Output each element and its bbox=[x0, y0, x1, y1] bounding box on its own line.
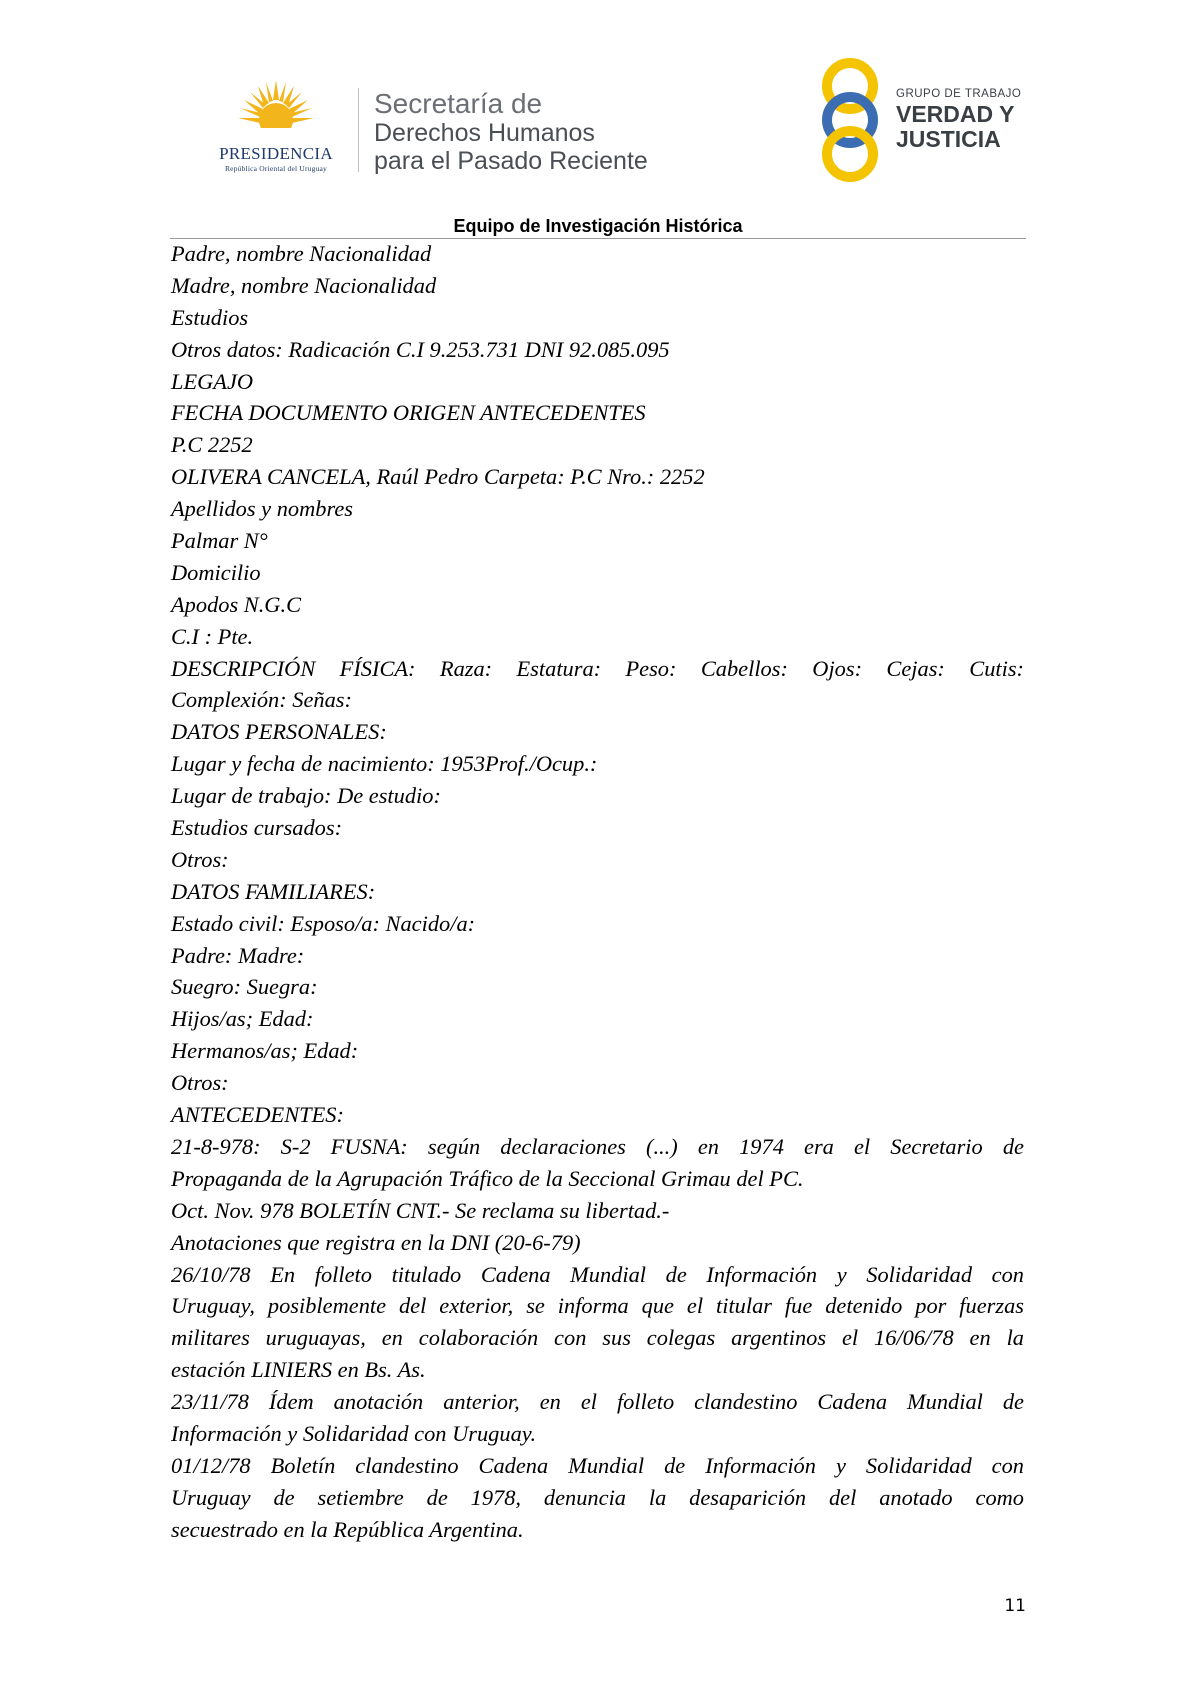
grupo-line-3: JUSTICIA bbox=[896, 126, 1001, 152]
text-line: Padre, nombre Nacionalidad bbox=[171, 241, 432, 266]
text-line: FECHA DOCUMENTO ORIGEN ANTECEDENTES bbox=[171, 400, 646, 426]
secretaria-logo bbox=[374, 88, 648, 175]
text-line: Lugar de trabajo: De estudio: bbox=[171, 783, 441, 809]
text-line: Hijos/as; Edad: bbox=[171, 1006, 314, 1032]
secretaria-line-3: para el Pasado Reciente bbox=[374, 147, 648, 175]
presidencia-logo bbox=[196, 78, 356, 178]
text-line: Otros: bbox=[171, 846, 229, 872]
text-line: Otros datos: Radicación C.I 9.253.731 DNI 92.085.095 bbox=[171, 336, 670, 362]
text-line: DESCRIPCIÓN FÍSICA: Raza: Estatura: Peso: Cabellos: Ojos: Cejas: Cutis: bbox=[171, 655, 1024, 681]
text-line: 21-8-978: S-2 FUSNA: según declaraciones (...) en 1974 era el Secretario de bbox=[171, 1133, 1024, 1159]
text-line: militares uruguayas, en colaboración con sus colegas argentinos el 16/06/78 en la bbox=[171, 1325, 1024, 1351]
presidencia-subtitle: República Oriental del Uruguay bbox=[224, 164, 327, 173]
text-line: Suegro: Suegra: bbox=[171, 974, 318, 1000]
document-body bbox=[171, 238, 1024, 1546]
text-line: Uruguay de setiembre de 1978, denuncia la desaparición del anotado como bbox=[171, 1484, 1024, 1510]
text-line: 23/11/78 Ídem anotación anterior, en el folleto clandestino Cadena Mundial de bbox=[171, 1389, 1024, 1415]
text-line: secuestrado en la República Argentina. bbox=[171, 1516, 524, 1542]
text-line: Información y Solidaridad con Uruguay. bbox=[171, 1420, 537, 1446]
text-line: Hermanos/as; Edad: bbox=[171, 1038, 359, 1064]
text-line: Domicilio bbox=[171, 559, 261, 585]
presidencia-name: PRESIDENCIA bbox=[219, 144, 333, 163]
text-line: ANTECEDENTES: bbox=[171, 1102, 344, 1128]
text-line: Anotaciones que registra en la DNI (20-6-79) bbox=[171, 1229, 581, 1255]
text-line: Estudios bbox=[171, 304, 249, 330]
text-line: estación LINIERS en Bs. As. bbox=[171, 1357, 426, 1383]
text-line: C.I : Pte. bbox=[171, 623, 254, 649]
text-line: 26/10/78 En folleto titulado Cadena Mundial de Información y Solidaridad con bbox=[171, 1261, 1024, 1287]
page-number: 11 bbox=[1004, 1596, 1026, 1616]
text-line: Palmar N° bbox=[171, 528, 268, 554]
text-line: Madre, nombre Nacionalidad bbox=[171, 272, 437, 298]
text-line: P.C 2252 bbox=[171, 432, 253, 458]
linked-rings-icon bbox=[820, 56, 892, 186]
secretaria-line-2: Derechos Humanos bbox=[374, 119, 595, 147]
grupo-line-2: VERDAD Y bbox=[896, 101, 1015, 127]
text-line: OLIVERA CANCELA, Raúl Pedro Carpeta: P.C Nro.: 2252 bbox=[171, 464, 705, 490]
text-line: Apodos N.G.C bbox=[171, 591, 302, 617]
text-line: LEGAJO bbox=[171, 368, 254, 394]
text-line: DATOS FAMILIARES: bbox=[171, 878, 376, 904]
secretaria-line-1: Secretaría de bbox=[374, 88, 543, 119]
logo-divider bbox=[358, 88, 359, 172]
text-line: Estado civil: Esposo/a: Nacido/a: bbox=[171, 910, 476, 936]
team-title: Equipo de Investigación Histórica bbox=[453, 216, 743, 236]
text-line: Uruguay, posiblemente del exterior, se informa que el titular fue detenido por fuerzas bbox=[171, 1293, 1024, 1319]
text-line: Lugar y fecha de nacimiento: 1953Prof./Ocup.: bbox=[171, 751, 598, 777]
text-line: Oct. Nov. 978 BOLETÍN CNT.- Se reclama su libertad.- bbox=[171, 1197, 670, 1223]
text-line: Padre: Madre: bbox=[171, 942, 305, 968]
verdad-justicia-logo bbox=[820, 56, 1030, 186]
text-line: Propaganda de la Agrupación Tráfico de la Seccional Grimau del PC. bbox=[171, 1165, 804, 1191]
sun-emblem-icon bbox=[236, 78, 316, 142]
grupo-line-1: GRUPO DE TRABAJO bbox=[896, 88, 1022, 100]
text-line: 01/12/78 Boletín clandestino Cadena Mundial de Información y Solidaridad con bbox=[171, 1452, 1024, 1478]
text-line: Otros: bbox=[171, 1070, 229, 1096]
text-line: Estudios cursados: bbox=[171, 815, 343, 841]
text-line: DATOS PERSONALES: bbox=[171, 719, 387, 745]
text-line: Apellidos y nombres bbox=[171, 496, 354, 522]
text-line: Complexión: Señas: bbox=[171, 687, 352, 713]
